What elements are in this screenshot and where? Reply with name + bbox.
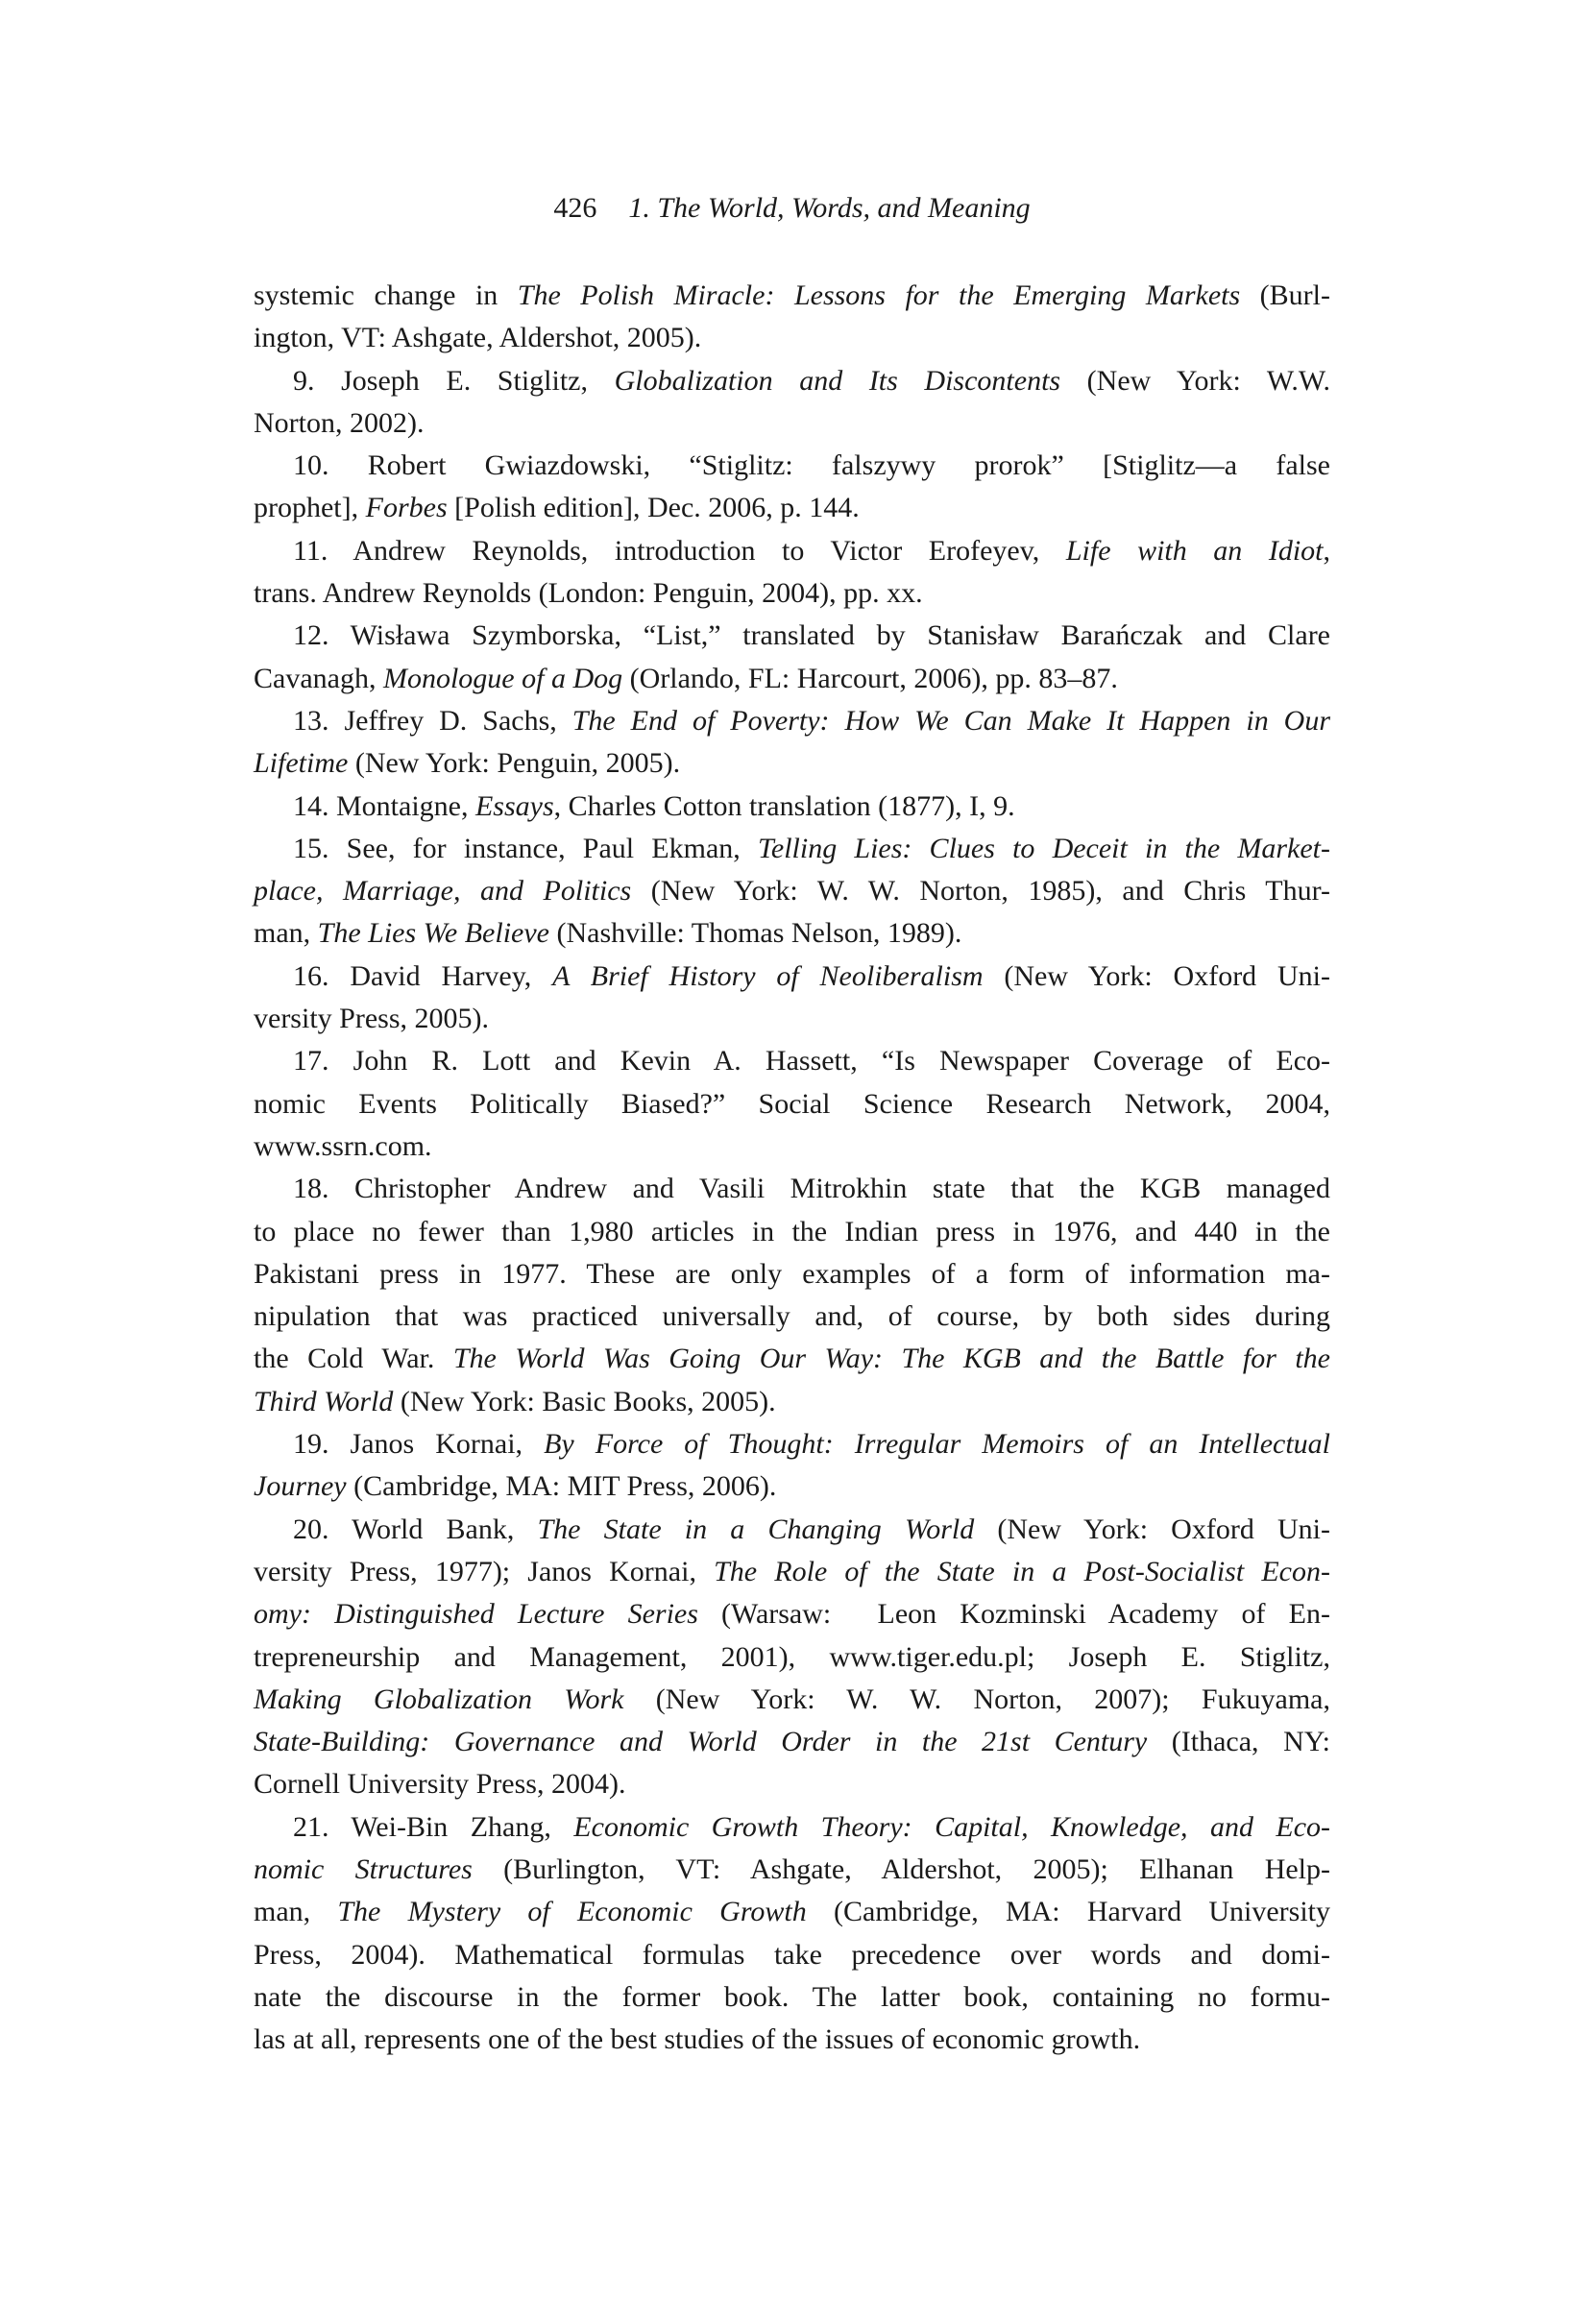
regular-text: (New York: W. W. Norton, 1985), and Chris Thur- [631,875,1330,908]
regular-text: las at all, represents one of the best studies of the issues of economic growth. [254,2023,1141,2056]
italic-text: The Mystery of Economic Growth [337,1896,807,1928]
regular-text: (New York: Oxford Uni- [983,959,1330,992]
text-line [254,1338,1330,1380]
text-line [254,615,1330,657]
italic-text: The Polish Miracle: Lessons for the Emerging Markets [517,279,1241,311]
page-number: 426 [553,192,597,224]
italic-text: Life with an Idiot [1065,534,1324,567]
regular-text: (New York: W.W. [1060,364,1330,397]
regular-text: 17. John R. Lott and Kevin A. Hassett, “Is Newspaper Coverage of Eco- [293,1045,1330,1077]
text-line [254,530,1330,572]
regular-text: 13. Jeffrey D. Sachs, [293,704,572,737]
text-line [254,1891,1330,1933]
regular-text: 9. Joseph E. Stiglitz, [293,364,615,397]
regular-text: Cornell University Press, 2004). [254,1768,626,1801]
text-line [254,1423,1330,1465]
regular-text: 12. Wisława Szymborska, “List,” translated by Stanisław Barańczak and Clare [293,619,1330,652]
italic-text: State-Building: Governance and World Order in the 21st Century [254,1726,1148,1758]
italic-text: The Lies We Believe [317,917,549,950]
text-line [254,1040,1330,1082]
regular-text: ington, VT: Ashgate, Aldershot, 2005). [254,322,702,354]
regular-text: systemic change in [254,279,518,311]
text-line [254,998,1330,1040]
regular-text: nomic Events Politically Biased?” Social Science Research Network, 2004, [254,1087,1330,1120]
italic-text: nomic Structures [254,1852,473,1885]
text-line [254,1509,1330,1551]
regular-text: the Cold War. [254,1343,453,1375]
text-line [254,742,1330,785]
regular-text: versity Press, 2005). [254,1003,489,1035]
regular-text: (Cambridge, MA: Harvard University [806,1896,1330,1928]
text-line [254,572,1330,615]
regular-text: Norton, 2002). [254,406,425,439]
text-line [254,1253,1330,1295]
regular-text: versity Press, 1977); Janos Kornai, [254,1555,715,1587]
text-line [254,360,1330,402]
regular-text: nate the discourse in the former book. The latter book, containing no formu- [254,1980,1330,2013]
regular-text: (Ithaca, NY: [1147,1726,1330,1758]
regular-text: man, [254,917,318,950]
regular-text: (New York: W. W. Norton, 2007); Fukuyama, [623,1682,1331,1715]
regular-text: 14. Montaigne, [293,789,475,822]
text-line [254,445,1330,487]
italic-text: A Brief History of Neoliberalism [552,959,984,992]
text-line [254,1721,1330,1763]
regular-text: [Polish edition], Dec. 2006, p. 144. [447,492,860,524]
regular-text: (New York: Penguin, 2005). [348,747,681,780]
text-line [254,658,1330,700]
regular-text: 20. World Bank, [293,1513,538,1545]
regular-text: Pakistani press in 1977. These are only examples of a form of information ma- [254,1257,1330,1290]
italic-text: omy: Distinguished Lecture Series [254,1598,698,1631]
italic-text: Essays [474,789,554,822]
text-line [254,1679,1330,1721]
italic-text: Making Globalization Work [254,1682,624,1715]
italic-text: The Role of the State in a Post-Socialist Econ- [714,1555,1330,1587]
regular-text: , Charles Cotton translation (1877), I, 9. [553,789,1015,822]
text-line [254,700,1330,742]
text-line [254,275,1330,317]
regular-text: Press, 2004). Mathematical formulas take precedence over words and domi- [254,1938,1330,1971]
regular-text: 18. Christopher Andrew and Vasili Mitrokhin state that the KGB managed [293,1173,1330,1205]
regular-text: man, [254,1896,338,1928]
text-line [254,1849,1330,1891]
regular-text: 19. Janos Kornai, [293,1428,545,1461]
text-line [254,1551,1330,1593]
text-line [254,912,1330,955]
text-line [254,786,1330,828]
italic-text: Telling Lies: Clues to Deceit in the Market- [757,832,1330,864]
italic-text: Globalization and Its Discontents [614,364,1061,397]
italic-text: The World Was Going Our Way: The KGB and the Battle for the [452,1343,1330,1375]
italic-text: Forbes [365,492,448,524]
text-line [254,1806,1330,1849]
italic-text: Monologue of a Dog [382,662,623,694]
regular-text: Cavanagh, [254,662,383,694]
regular-text: (New York: Oxford Uni- [974,1513,1330,1545]
regular-text: 15. See, for instance, Paul Ekman, [293,832,758,864]
text-line [254,1168,1330,1210]
text-line [254,1211,1330,1253]
regular-text: trepreneurship and Management, 2001), www.tiger.edu.pl; Joseph E. Stiglitz, [254,1640,1330,1673]
regular-text: 21. Wei-Bin Zhang, [293,1810,574,1843]
italic-text: Lifetime [254,747,349,780]
text-line [254,1465,1330,1508]
text-line [254,1295,1330,1338]
regular-text: , [1323,534,1331,567]
text-line [254,487,1330,529]
regular-text: (Nashville: Thomas Nelson, 1989). [548,917,962,950]
text-line [254,1934,1330,1976]
regular-text: prophet], [254,492,366,524]
text-line [254,317,1330,359]
regular-text: 11. Andrew Reynolds, introduction to Victor Erofeyev, [293,534,1066,567]
regular-text: (Burl- [1240,279,1330,311]
text-line [254,1593,1330,1635]
chapter-title: 1. The World, Words, and Meaning [628,192,1031,224]
italic-text: The End of Poverty: How We Can Make It Happen in Our [571,704,1330,737]
text-line [254,2019,1330,2061]
italic-text: Economic Growth Theory: Capital, Knowledge, and Eco- [573,1810,1331,1843]
regular-text: (New York: Basic Books, 2005). [393,1385,776,1417]
italic-text: Third World [254,1385,394,1417]
italic-text: Journey [254,1470,347,1503]
text-line [254,828,1330,870]
italic-text: The State in a Changing World [537,1513,975,1545]
regular-text: (Orlando, FL: Harcourt, 2006), pp. 83–87. [622,662,1118,694]
regular-text: (Burlington, VT: Ashgate, Aldershot, 2005); Elhanan Help- [472,1852,1330,1885]
italic-text: place, Marriage, and Politics [254,875,632,908]
regular-text: 10. Robert Gwiazdowski, “Stiglitz: falszywy prorok” [Stiglitz—a false [293,449,1330,482]
regular-text: nipulation that was practiced universally and, of course, by both sides during [254,1300,1330,1333]
text-line [254,1976,1330,2019]
regular-text: to place no fewer than 1,980 articles in the Indian press in 1976, and 440 in the [254,1215,1330,1247]
text-line [254,402,1330,445]
regular-text: www.ssrn.com. [254,1129,432,1162]
text-line [254,870,1330,912]
text-line [254,1126,1330,1168]
text-line [254,1763,1330,1805]
endnotes-text [254,275,1330,2061]
text-line [254,1636,1330,1679]
regular-text: (Warsaw: Leon Kozminski Academy of En- [697,1598,1330,1631]
regular-text: trans. Andrew Reynolds (London: Penguin, 2004), pp. xx. [254,577,923,610]
regular-text: 16. David Harvey, [293,959,553,992]
text-line [254,1381,1330,1423]
regular-text: (Cambridge, MA: MIT Press, 2006). [346,1470,777,1503]
text-line [254,1083,1330,1126]
italic-text: By Force of Thought: Irregular Memoirs of an Intellectual [544,1428,1330,1461]
text-line [254,956,1330,998]
running-header [254,187,1330,230]
